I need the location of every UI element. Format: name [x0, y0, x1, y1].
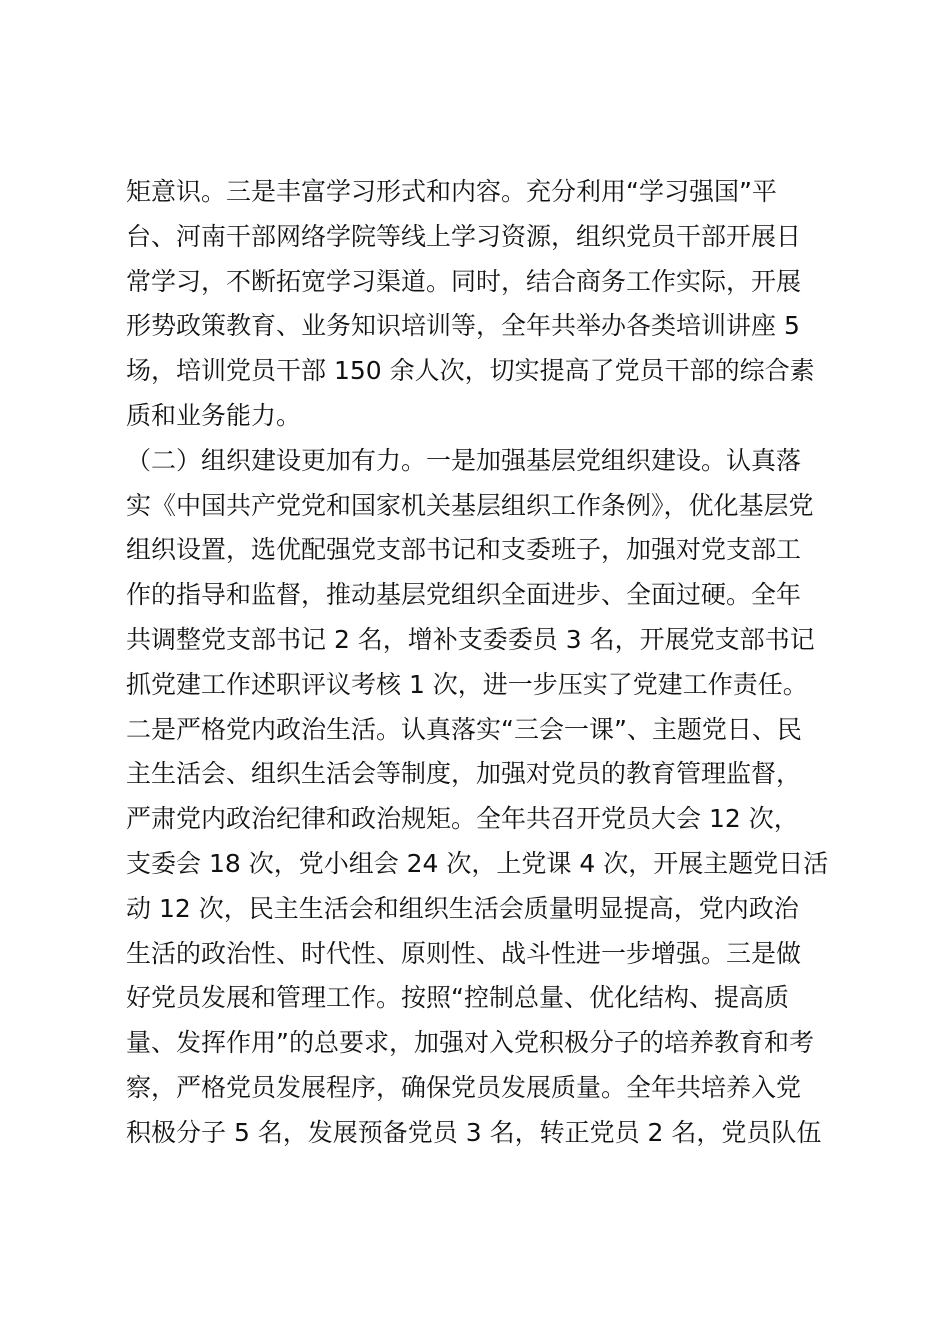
text-line: 主生活会、组织生活会等制度，加强对党员的教育管理监督，	[126, 759, 802, 789]
text-line: 形势政策教育、业务知识培训等，全年共举办各类培训讲座 5	[126, 311, 800, 341]
text-line: 生活的政治性、时代性、原则性、战斗性进一步增强。三是做	[126, 938, 802, 968]
text-line: 支委会 18 次，党小组会 24 次，上党课 4 次，开展主题党日活	[126, 848, 829, 878]
text-line: （二）组织建设更加有力。一是加强基层党组织建设。认真落	[126, 445, 802, 475]
text-line: 察，严格党员发展程序，确保党员发展质量。全年共培养入党	[126, 1072, 802, 1102]
text-line: 质和业务能力。	[126, 400, 302, 430]
text-line: 二是严格党内政治生活。认真落实“三会一课”、主题党日、民	[126, 714, 802, 744]
body-text	[126, 170, 836, 1156]
text-line: 共调整党支部书记 2 名，增补支委委员 3 名，开展党支部书记	[126, 624, 815, 654]
text-line: 常学习，不断拓宽学习渠道。同时，结合商务工作实际，开展	[126, 266, 802, 296]
text-line: 台、河南干部网络学院等线上学习资源，组织党员干部开展日	[126, 221, 802, 251]
text-line: 抓党建工作述职评议考核 1 次，进一步压实了党建工作责任。	[126, 669, 808, 699]
text-line: 作的指导和监督，推动基层党组织全面进步、全面过硬。全年	[126, 580, 802, 610]
text-line: 矩意识。三是丰富学习形式和内容。充分利用“学习强国”平	[126, 177, 777, 206]
text-line: 量、发挥作用”的总要求，加强对入党积极分子的培养教育和考	[126, 1028, 814, 1058]
text-line: 积极分子 5 名，发展预备党员 3 名，转正党员 2 名，党员队伍	[126, 1117, 822, 1147]
text-line: 实《中国共产党党和国家机关基层组织工作条例》，优化基层党	[126, 490, 814, 520]
text-line: 组织设置，选优配强党支部书记和支委班子，加强对党支部工	[126, 535, 802, 565]
text-line: 动 12 次，民主生活会和组织生活会质量明显提高，党内政治	[126, 893, 799, 923]
text-line: 好党员发展和管理工作。按照“控制总量、优化结构、提高质	[126, 983, 789, 1013]
text-line: 场，培训党员干部 150 余人次，切实提高了党员干部的综合素	[126, 356, 815, 386]
text-line: 严肃党内政治纪律和政治规矩。全年共召开党员大会 12 次，	[126, 804, 799, 834]
